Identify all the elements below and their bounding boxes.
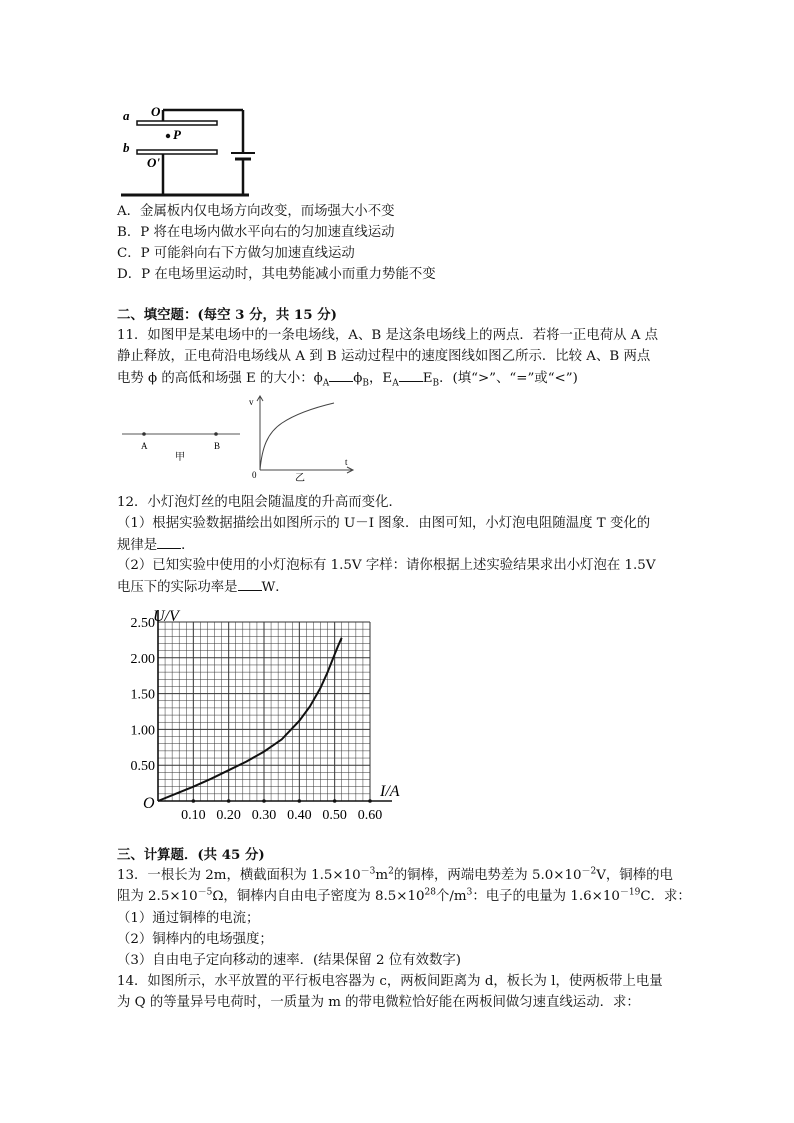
q11-mid3: E [422, 371, 433, 386]
q12-line3 [117, 536, 195, 555]
x-tick-mark [227, 799, 231, 803]
q13-l2-s4: －19 [619, 887, 641, 898]
q11-blank-2 [399, 369, 423, 382]
q13-l2-p5: C．求： [640, 889, 691, 904]
axis-t-label: t [345, 457, 348, 467]
q11-line1: 11．如图甲是某电场中的一条电场线，A、B 是这条电场线上的两点．若将一正电荷从 A 点 [117, 328, 659, 343]
x-tick-mark [298, 799, 302, 803]
q11-mid1: ϕ [353, 371, 363, 386]
q11-line3-post: ．(填“>”、“=”或“<”) [439, 371, 578, 386]
x-tick-label: 0.50 [322, 808, 347, 823]
q13-l2-p1: 阻为 2.5×10 [117, 889, 198, 904]
q13-l2-s1: －5 [197, 887, 213, 898]
q14-line1: 14．如图所示，水平放置的平行板电容器为 c，两板间距离为 d，板长为 l，使两板带上电量 [117, 974, 663, 989]
q12-line3-pre: 规律是 [117, 538, 158, 553]
point-b-label: B [214, 441, 221, 451]
label-a: a [123, 108, 130, 123]
figure-jia-field-line [117, 425, 247, 465]
q13-line2 [117, 888, 691, 906]
label-p: P [173, 127, 181, 142]
q12-blank-2 [238, 578, 262, 591]
x-tick-mark [368, 799, 372, 803]
capacitor-circuit-figure [117, 97, 252, 201]
q13-l2-p2: Ω，铜棒内自由电子密度为 8.5×10 [212, 889, 425, 904]
q13-sub3: （3）自由电子定向移动的速率．(结果保留 2 位有效数字) [117, 953, 461, 968]
option-c: C．P 可能斜向右下方做匀加速直线运动 [117, 246, 355, 261]
x-tick-mark [192, 799, 196, 803]
x-tick-label: 0.30 [251, 808, 277, 823]
q12-line5-post: W． [261, 580, 289, 595]
x-tick-label: 0.60 [357, 808, 383, 823]
section3-heading: 三、计算题．(共 45 分) [117, 847, 265, 863]
q13-l1-s3: －2 [581, 866, 597, 877]
x-tick-label: 0.40 [287, 808, 312, 823]
fig-jia-caption: 甲 [175, 452, 185, 463]
origin-label: 0 [252, 470, 257, 480]
q14-line2: 为 Q 的等量异号电荷时，一质量为 m 的带电微粒恰好能在两板间做匀速直线运动．求： [117, 995, 640, 1010]
q13-sub2: （2）铜棒内的电场强度； [117, 932, 273, 947]
figure-yi-velocity-graph [247, 393, 362, 485]
x-tick-label: 0.20 [216, 808, 241, 823]
q11-blank-1 [329, 369, 353, 382]
y-tick-label: 1.00 [130, 723, 155, 739]
y-tick-label: 2.50 [130, 616, 155, 631]
option-b: B．P 将在电场内做水平向右的匀加速直线运动 [117, 225, 395, 240]
chart-ticks [131, 616, 383, 823]
chart-origin-label: O [143, 795, 155, 812]
q12-line4: （2）已知实验中使用的小灯泡标有 1.5V 字样：请你根据上述实验结果求出小灯泡在 1.5V [117, 558, 656, 573]
q11-sub-b2: B [432, 378, 440, 389]
label-o-prime: O' [147, 155, 160, 170]
q13-l1-p3: 的铜棒，两端电势差为 5.0×10 [393, 868, 582, 883]
chart-grid [158, 622, 370, 801]
fig-yi-caption: 乙 [295, 473, 305, 484]
q11-line3-pre: 电势 ϕ 的高低和场强 E 的大小：ϕ [117, 371, 323, 386]
q12-line5-pre: 电压下的实际功率是 [117, 580, 238, 595]
q12-line5 [117, 578, 289, 597]
q12-line1: 12．小灯泡灯丝的电阻会随温度的升高而变化． [117, 495, 402, 510]
chart-ylabel: U/V [153, 608, 179, 625]
chart-xlabel: I/A [380, 783, 400, 800]
point-a-label: A [141, 441, 148, 451]
q11-sub-b1: B [362, 378, 370, 389]
u-i-chart [117, 602, 407, 824]
option-a: A．金属板内仅电场方向改变，而场强大小不变 [117, 204, 395, 219]
y-tick-label: 1.50 [130, 687, 155, 703]
y-tick-label: 0.50 [130, 759, 155, 775]
q13-l2-p4: ：电子的电量为 1.6×10 [472, 889, 620, 904]
q13-l1-s1: －3 [360, 866, 376, 877]
label-b: b [123, 140, 130, 155]
q11-mid2: ，E [369, 371, 393, 386]
x-tick-mark [333, 799, 337, 803]
q13-l1-p2: m [375, 868, 389, 883]
axis-v-label: v [249, 397, 254, 407]
q13-line1 [117, 867, 673, 885]
q11-line3 [117, 369, 578, 388]
q11-sub-a2: A [392, 378, 399, 389]
section2-heading: 二、填空题：(每空 3 分，共 15 分) [117, 307, 337, 323]
q13-l2-s3: 3 [466, 887, 473, 898]
q11-sub-a1: A [322, 378, 330, 389]
q13-l1-p1: 13．一根长为 2m，横截面积为 1.5×10 [117, 868, 361, 883]
q12-line2: （1）根据实验数据描绘出如图所示的 U－I 图象．由图可知，小灯泡电阻随温度 T 变化的 [117, 516, 651, 531]
q13-l2-s2: 28 [424, 887, 436, 898]
q13-sub1: （1）通过铜棒的电流； [117, 911, 260, 926]
label-o: O [151, 104, 161, 119]
option-d: D．P 在电场里运动时，其电势能减小而重力势能不变 [117, 267, 436, 282]
q12-line3-post: ． [181, 538, 195, 553]
q13-l2-p3: 个/m [436, 889, 467, 904]
q11-line2: 静止释放，正电荷沿电场线从 A 到 B 运动过程中的速度图线如图乙所示．比较 A、B 两点 [117, 349, 651, 364]
q12-blank-1 [157, 536, 181, 549]
x-tick-label: 0.10 [181, 808, 206, 823]
x-tick-mark [262, 799, 266, 803]
q13-l1-s2: 2 [388, 866, 394, 877]
y-tick-label: 2.00 [130, 651, 155, 667]
q13-l1-p4: V，铜棒的电 [596, 868, 673, 883]
